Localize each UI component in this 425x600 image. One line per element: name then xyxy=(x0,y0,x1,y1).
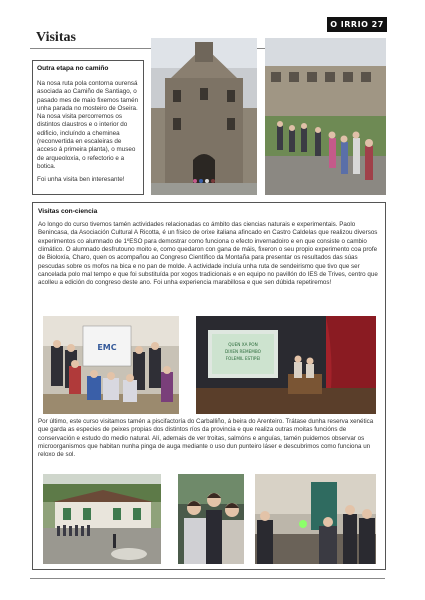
slide-line-2: DIXEN REMEMBO xyxy=(225,349,261,354)
article-oseira-heading: Outra etapa no camiño xyxy=(37,65,109,72)
students-observing-photo xyxy=(178,474,244,564)
banner-emc-label: EMC xyxy=(97,343,117,352)
article-science-heading: Visitas con-ciencia xyxy=(38,208,98,215)
monastery-facade-photo xyxy=(151,38,257,195)
cloister-students-photo xyxy=(265,38,386,195)
congress-presentation-photo xyxy=(196,316,376,414)
article-science-paragraph-2: Por último, este curso visitamos tamén a piscifactoría do Carballiño, á beira do Arenteiro. Trátase dunha reserva xenética que garda as especies de peixes propias dos distintos ríos da provincia e que realiza outras moitas funcións de conservación e estudo do medio natural. Alí, ademais de ver troitas, salmóns e anguías, tamén puidemos observar os microorganismos que habitan nunha pinga de auga mediante o uso dun punteiro láser e descubrimos como funciona un reloxo de sol. xyxy=(38,418,374,459)
article-oseira-body: Na nosa ruta pola contorna ourensá asociada ao Camiño de Santiago, o pasado mes de maio fixemos tamén unha parada no mosteiro de Oseira. Na nosa visita percorremos os distintos claustros e o interior do edificio, incluíndo a cheminea (reconvertida en escaleiras de acceso á primeira planta), o museo de arqueoloxía, o refectorio e a botica. xyxy=(37,80,139,170)
article-science-paragraph-1: Ao longo do curso tivemos tamén actividades relacionadas co ámbito das ciencias naturais e experimentais. Paolo Benincasa, da Asociación Cultural A Ricotta, é un físico de orixe italiana afincado en Castro Caldelas que realizou diversos experimentos co alumnado de 1ºESO para demostrar como funciona o efecto invernadoiro e en que consiste o cambio climático. O alumnado desfrutouno moito e, como quedaron con gana de máis, fixeron o seu propio experimento coa profe de Bioloxía, Charo, quen os acompañou ao Congreso Científico da Montaña para presentar os resultados das súas pescudas sobre os mofos na bica e no pan de molde. A actividade incluía unha ruta de sendeirismo que tivo que ser cancelada polo mal tempo e que foi substituída por xogos tradicionais e en equipo no pavillón do IES de Trives, centro que acolleu a edición do congreso deste ano. Foi unha experiencia marabillosa e que sen dúbida repetiremos! xyxy=(38,221,378,287)
page-title: Visitas xyxy=(36,30,76,45)
slide-line-3: FOLEMIL ESTIPEI xyxy=(225,356,261,361)
article-oseira-closing: Foi unha visita ben interesante! xyxy=(37,176,125,184)
article-oseira-box xyxy=(32,60,144,195)
magazine-issue-badge: O IRRIO 27 xyxy=(327,17,387,32)
bottom-divider xyxy=(30,578,385,579)
slide-line-1: QUEN XA PON xyxy=(228,342,258,347)
fish-farm-building-photo xyxy=(43,474,161,564)
students-banner-photo xyxy=(43,316,179,414)
laser-demonstration-photo xyxy=(255,474,376,564)
